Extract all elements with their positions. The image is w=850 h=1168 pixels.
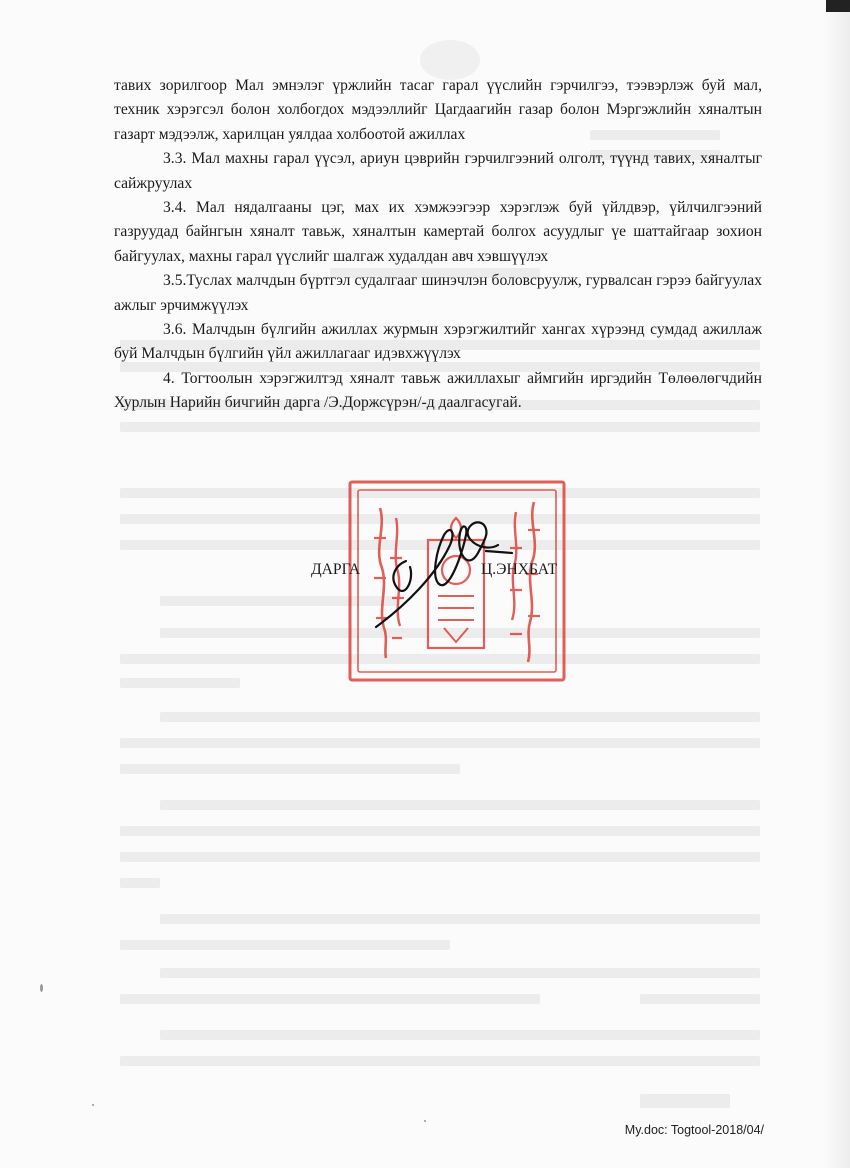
paragraph-3-6: 3.6. Малчдын бүлгийн ажиллах журмын хэрэгжилтийг хангах хүрээнд сумдад ажиллаж буй Малчдын бүлгийн үйл ажиллагааг идэвхжүүлэх (114, 321, 762, 363)
paragraph-3-3: 3.3. Мал махны гарал үүсэл, ариун цэврийн гэрчилгээний олголт, түүнд тавих, хяналтыг сайжруулах (114, 150, 762, 192)
scan-speck (92, 1104, 94, 1106)
paragraph-4: 4. Тогтоолын хэрэгжилтэд хяналт тавьж ажиллахыг аймгийн иргэдийн Төлөөлөгчдийн Хурлын Нарийн бичгийн дарга /Э.Доржсүрэн/-д даалгасугай. (114, 369, 762, 412)
signatory-name: Ц.ЭНХБАТ (481, 561, 558, 578)
signatory-role: ДАРГА (311, 561, 361, 578)
paragraph-continuation: тавих зорилгоор Мал эмнэлэг үржлийн тасаг гарал үүслийн гэрчилгээ, тээвэрлэж буй мал, техник хэрэгсэл болон холбогдох мэдээллийг Цагдаагийн газар болон Мэргэжлийн хяналтын газарт мэдээлж, харилцан уялдаа холбоотой ажиллах (114, 77, 762, 143)
paragraph-3-4: 3.4. Мал нядалгааны цэг, мах их хэмжээгээр хэрэглэж буй үйлдвэр, үйлчилгээний газруудад байнгын хяналт тавьж, хяналтын камертай болгох асуудлыг үе шаттайгаар зохион байгуулах, махны гарал үүслийг шалгаж худалдан авч хэвшүүлэх (114, 199, 762, 265)
scan-speck (40, 984, 43, 992)
signature-block (0, 561, 850, 585)
document-body (114, 74, 762, 416)
document-reference-footer: My.doc: Togtool-2018/04/ (624, 1123, 764, 1137)
scan-speck (424, 1120, 426, 1122)
paragraph-3-5: 3.5.Туслах малчдын бүртгэл судалгааг шинэчлэн боловсруулж, гурвалсан гэрээ байгуулах ажлыг эрчимжүүлэх (114, 272, 762, 314)
